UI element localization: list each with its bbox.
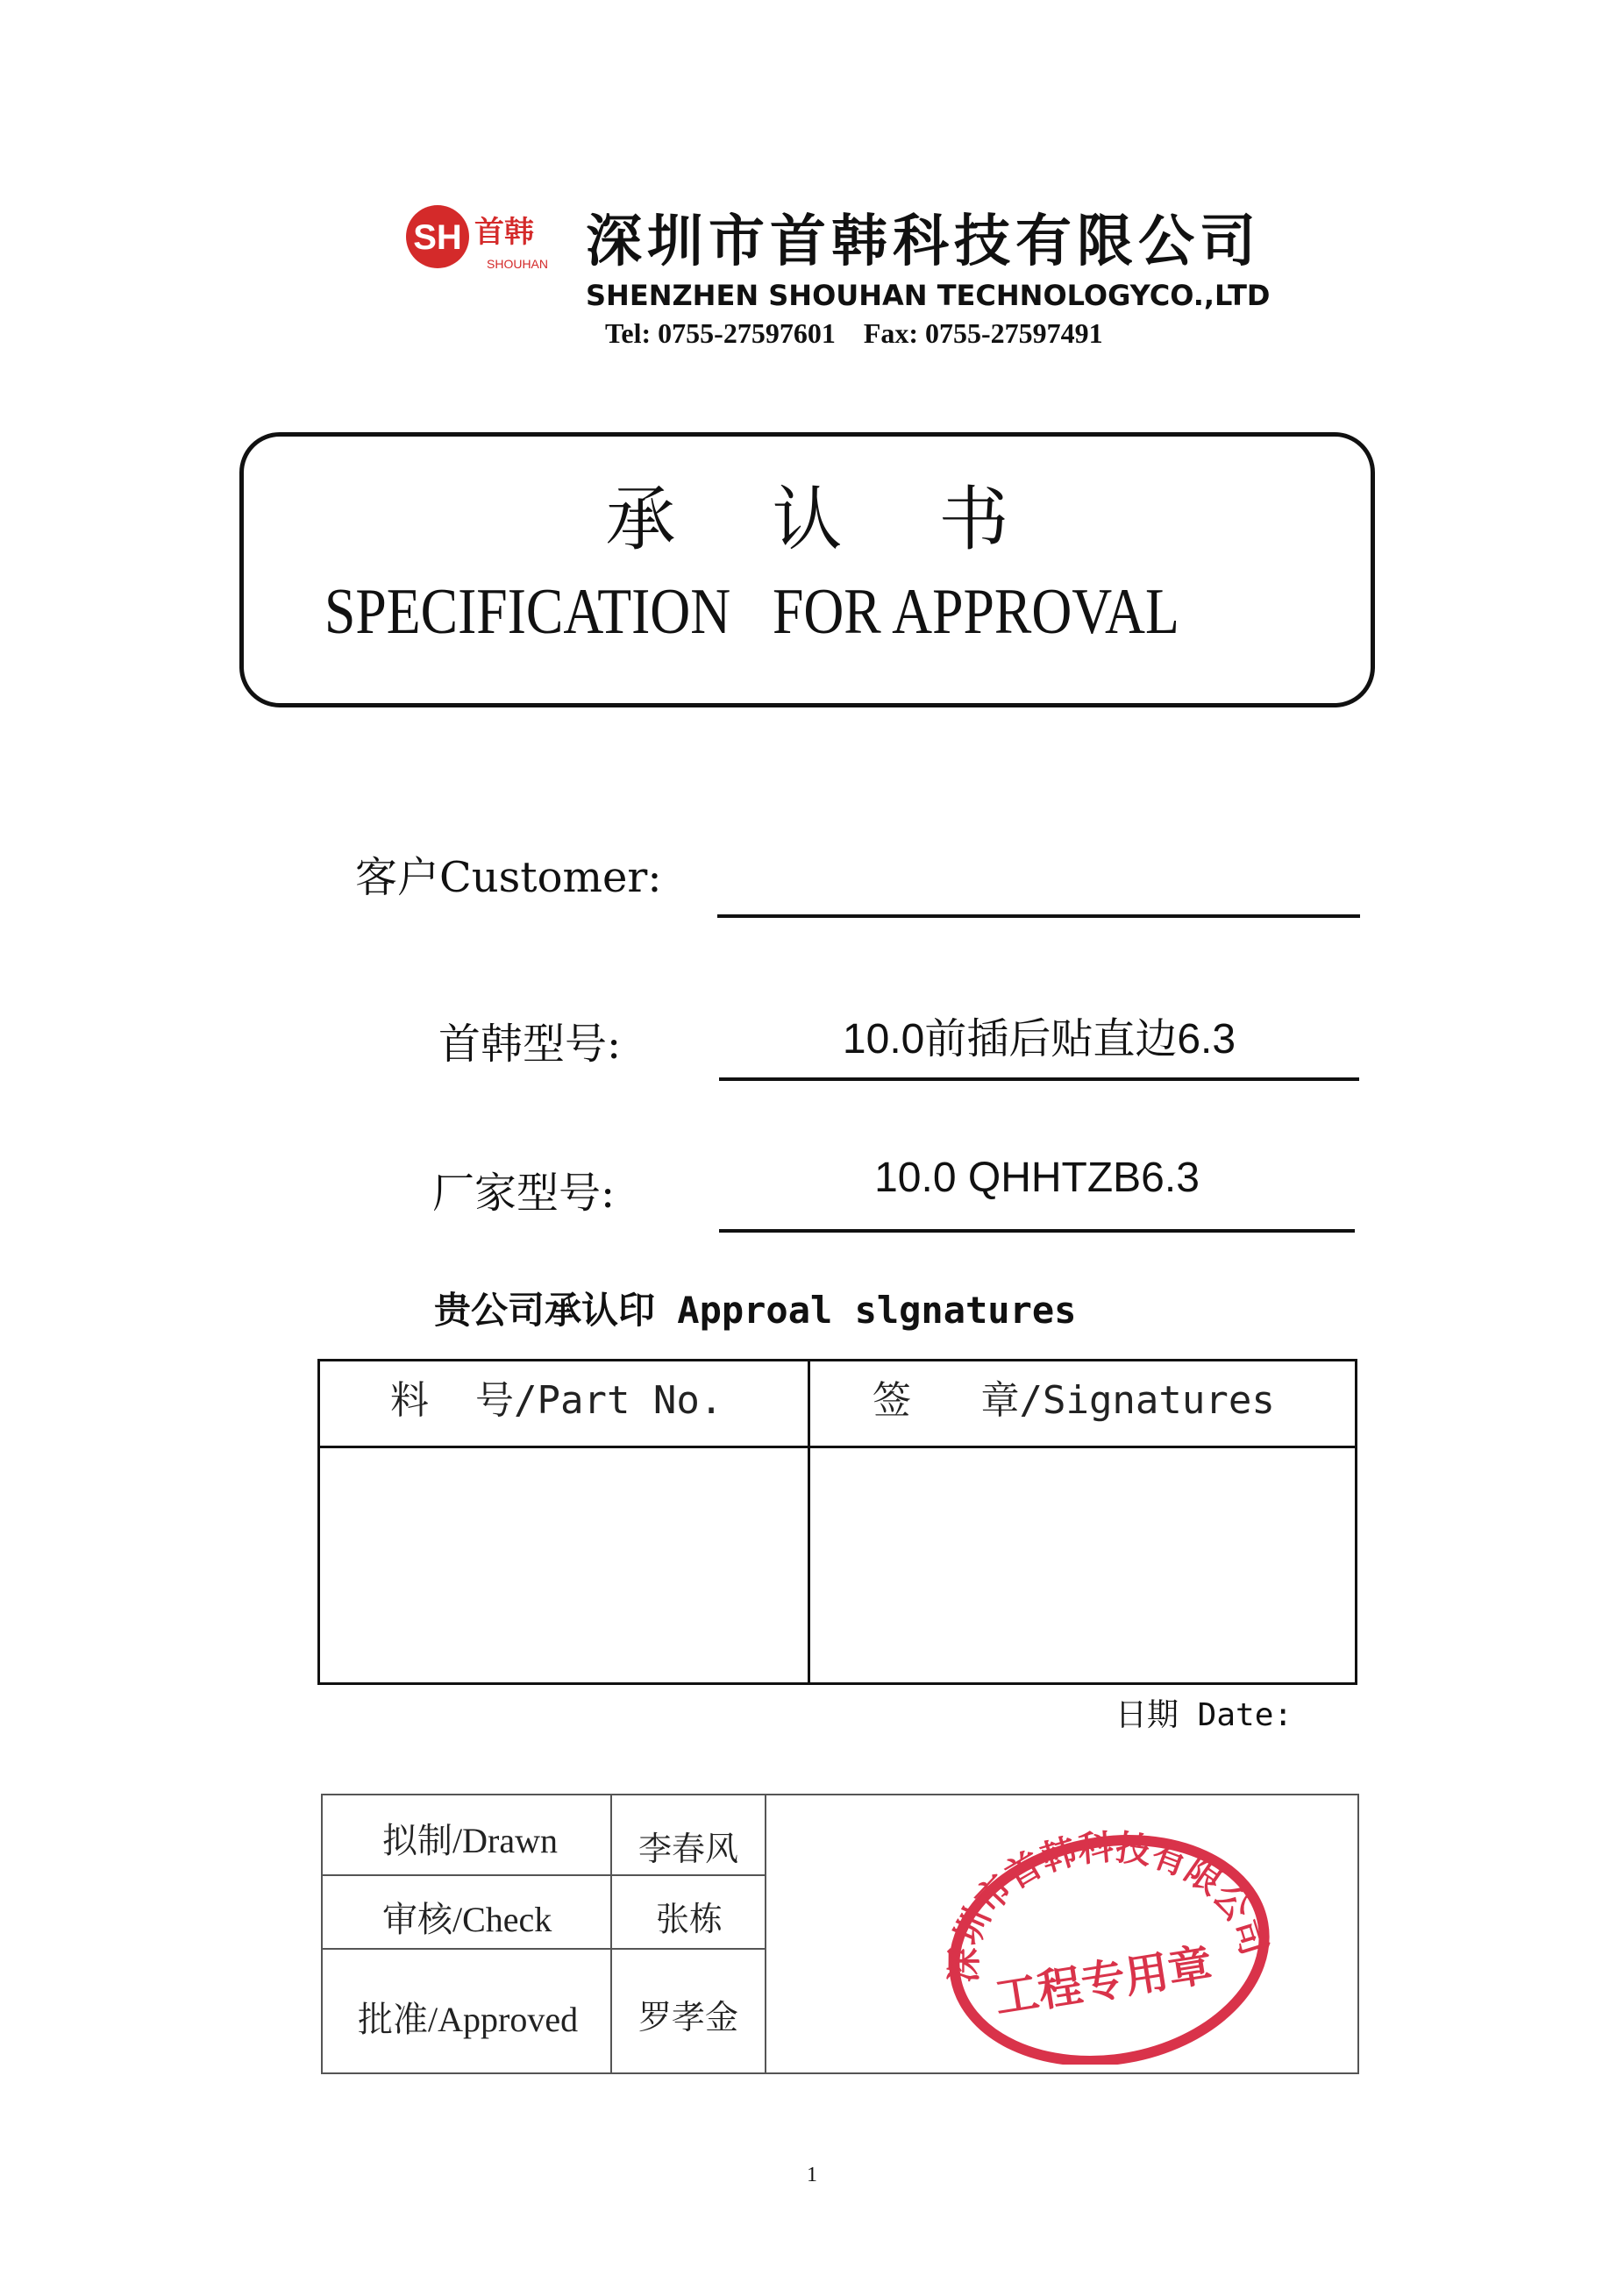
customer-label: 客户Customer: — [355, 853, 662, 902]
table-divider — [323, 1874, 765, 1876]
col-header-part-no: 料 号/Part No. — [390, 1378, 723, 1423]
check-name: 张栋 — [656, 1900, 723, 1938]
company-contact: Tel: 0755-27597601 Fax: 0755-27597491 — [605, 317, 1103, 349]
page-number: 1 — [807, 2164, 817, 2186]
customer-underline — [717, 914, 1360, 918]
signature-cell — [810, 1448, 1355, 1682]
table-divider — [610, 1795, 612, 2072]
col-header-signatures: 签 章/Signatures — [873, 1378, 1275, 1423]
factory-model-label: 厂家型号: — [432, 1169, 616, 1218]
approved-label: 批准/Approved — [358, 2000, 579, 2039]
factory-model-underline — [719, 1229, 1355, 1233]
logo-text: 首韩 — [474, 215, 534, 250]
company-name-cn: 深圳市首韩科技有限公司 — [586, 209, 1261, 274]
drawn-label: 拟制/Drawn — [382, 1821, 558, 1860]
company-seal — [934, 1810, 1285, 2065]
svg-text:SH: SH — [413, 218, 462, 257]
signature-table — [317, 1359, 1357, 1685]
check-label: 审核/Check — [382, 1900, 552, 1939]
drawn-name: 李春风 — [638, 1830, 739, 1868]
approval-heading: 贵公司承认印 Approal slgnatures — [434, 1289, 1077, 1332]
logo-sub: SHOUHAN — [487, 257, 549, 271]
model-underline — [719, 1077, 1359, 1081]
factory-model-value: 10.0 QHHTZB6.3 — [874, 1155, 1200, 1201]
title-box — [239, 432, 1375, 707]
company-name-en: SHENZHEN SHOUHAN TECHNOLOGYCO.,LTD — [586, 279, 1271, 312]
date-label: 日期 Date: — [1115, 1697, 1293, 1733]
part-no-cell — [320, 1448, 808, 1682]
seal-company-text: 深圳市首韩科技有限公司 — [944, 1827, 1274, 1983]
title-cn: 承认书 — [605, 479, 1106, 560]
model-value: 10.0前插后贴直边6.3 — [842, 1016, 1236, 1063]
model-label: 首韩型号: — [438, 1020, 622, 1069]
title-en: SPECIFICATION FOR APPROVAL — [324, 576, 1179, 648]
approved-name: 罗孝金 — [638, 1998, 739, 2037]
company-logo — [399, 200, 566, 281]
seal-purpose-text: 工程专用章 — [991, 1939, 1216, 2024]
table-divider — [323, 1948, 765, 1950]
table-divider — [765, 1795, 766, 2072]
